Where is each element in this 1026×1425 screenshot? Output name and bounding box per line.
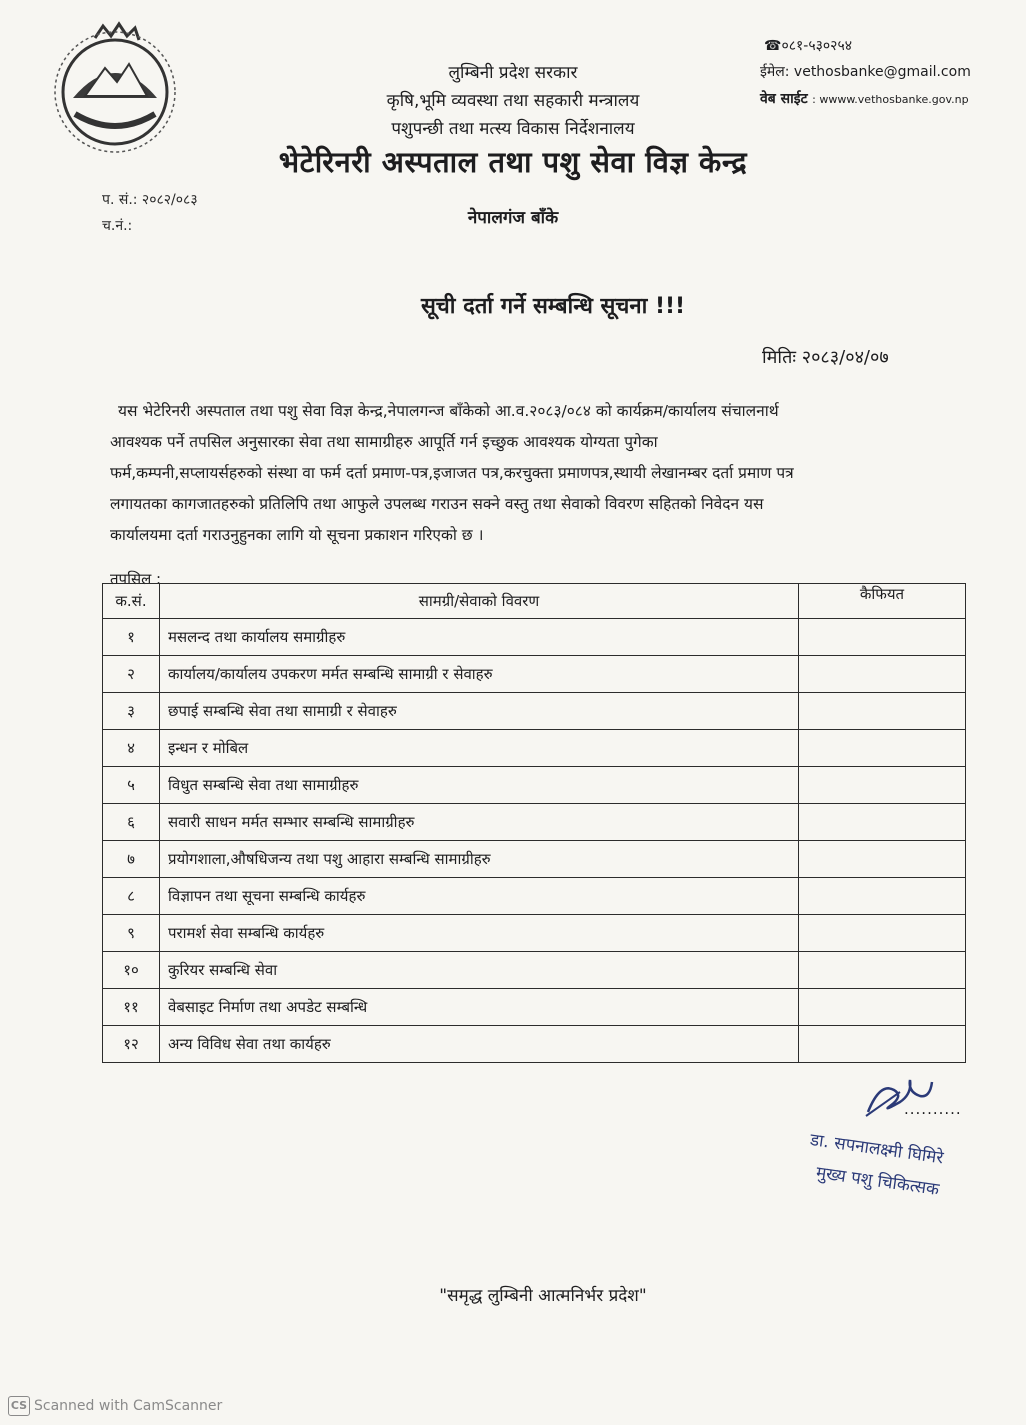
table-header-row <box>103 584 966 619</box>
body-line: लगायतका कागजातहरुको प्रतिलिपि तथा आफुले उपलब्ध गराउन सक्ने वस्तु तथा सेवाको विवरण सहितको निवेदन यस <box>110 495 764 513</box>
table-row <box>103 878 966 915</box>
row-serial: २ <box>103 656 160 693</box>
contact-email <box>760 62 971 81</box>
row-description: छपाई सम्बन्धि सेवा तथा सामाग्री र सेवाहरु <box>160 693 799 730</box>
email-label: ईमेल: <box>760 64 790 80</box>
table-row <box>103 952 966 989</box>
row-description: इन्धन र मोबिल <box>160 730 799 767</box>
row-description: परामर्श सेवा सम्बन्धि कार्यहरु <box>160 915 799 952</box>
row-remark <box>799 989 966 1026</box>
row-remark <box>799 619 966 656</box>
signature-dots: .......... <box>904 1100 962 1118</box>
phone-number: ०८१-५३०२५४ <box>781 38 853 54</box>
website-label: वेब साईट <box>760 91 808 107</box>
table-row <box>103 841 966 878</box>
header-location: नेपालगंज बाँके <box>467 208 559 228</box>
motto: "समृद्ध लुम्बिनी आत्मनिर्भर प्रदेश" <box>439 1286 647 1306</box>
row-serial: ६ <box>103 804 160 841</box>
row-description: सवारी साधन मर्मत सम्भार सम्बन्धि सामाग्रीहरु <box>160 804 799 841</box>
notice-subject: सूची दर्ता गर्ने सम्बन्धि सूचना !!! <box>420 294 686 319</box>
row-remark <box>799 878 966 915</box>
row-remark <box>799 841 966 878</box>
row-serial: ११ <box>103 989 160 1026</box>
notice-body <box>110 396 970 551</box>
website-value: : wwww.vethosbanke.gov.np <box>812 93 969 106</box>
row-serial: ९ <box>103 915 160 952</box>
row-serial: ४ <box>103 730 160 767</box>
signatory-title: मुख्य पशु चिकित्सक <box>814 1162 941 1201</box>
body-line: फर्म,कम्पनी,सप्लायर्सहरुको संस्था वा फर्म दर्ता प्रमाण-पत्र,इजाजत पत्र,करचुक्ता प्रमाणपत्र,स्थायी लेखानम्बर दर्ता प्रमाण पत्र <box>110 464 794 482</box>
row-description: वेबसाइट निर्माण तथा अपडेट सम्बन्धि <box>160 989 799 1026</box>
row-description: विज्ञापन तथा सूचना सम्बन्धि कार्यहरु <box>160 878 799 915</box>
row-description: अन्य विविध सेवा तथा कार्यहरु <box>160 1026 799 1063</box>
table-row <box>103 1026 966 1063</box>
row-serial: १२ <box>103 1026 160 1063</box>
row-serial: १ <box>103 619 160 656</box>
body-line: कार्यालयमा दर्ता गराउनुहुनका लागि यो सूचना प्रकाशन गरिएको छ । <box>110 526 484 544</box>
row-serial: ५ <box>103 767 160 804</box>
ref-dispatch: च.नं.: <box>102 218 133 234</box>
row-remark <box>799 915 966 952</box>
row-description: विधुत सम्बन्धि सेवा तथा सामाग्रीहरु <box>160 767 799 804</box>
header-description: सामग्री/सेवाको विवरण <box>160 584 799 619</box>
header-directorate: पशुपन्छी तथा मत्स्य विकास निर्देशनालय <box>391 119 635 139</box>
row-remark <box>799 656 966 693</box>
row-remark <box>799 730 966 767</box>
row-serial: ३ <box>103 693 160 730</box>
row-description: मसलन्द तथा कार्यालय समाग्रीहरु <box>160 619 799 656</box>
table-row <box>103 804 966 841</box>
table-row <box>103 619 966 656</box>
header-government: लुम्बिनी प्रदेश सरकार <box>448 63 578 83</box>
table-row <box>103 767 966 804</box>
contact-website <box>760 89 969 108</box>
ref-fiscal: प. सं.: २०८२/०८३ <box>102 192 198 208</box>
email-value: vethosbanke@gmail.com <box>793 64 971 80</box>
signatory-name: डा. सपनालक्ष्मी घिमिरे <box>808 1129 945 1169</box>
table-caption: तपसिल : <box>110 570 162 588</box>
table-row <box>103 915 966 952</box>
header-office: भेटेरिनरी अस्पताल तथा पशु सेवा विज्ञ केन्द्र <box>278 145 748 179</box>
scanner-footer <box>8 1396 222 1416</box>
header-ministry: कृषि,भूमि व्यवस्था तथा सहकारी मन्त्रालय <box>386 91 640 111</box>
row-description: कार्यालय/कार्यालय उपकरण मर्मत सम्बन्धि सामाग्री र सेवाहरु <box>160 656 799 693</box>
row-serial: ८ <box>103 878 160 915</box>
body-line: यस भेटेरिनरी अस्पताल तथा पशु सेवा विज्ञ केन्द्र,नेपालगन्ज बाँकेको आ.व.२०८३/०८४ को कार्यक्रम/कार्यालय संचालनार्थ <box>118 402 779 420</box>
row-remark <box>799 767 966 804</box>
table-row <box>103 989 966 1026</box>
row-serial: ७ <box>103 841 160 878</box>
header-remarks: कैफियत <box>799 584 966 619</box>
table-row <box>103 693 966 730</box>
scanner-footer-text: Scanned with CamScanner <box>34 1398 223 1414</box>
table-row <box>103 730 966 767</box>
contact-phone <box>764 36 852 55</box>
row-description: प्रयोगशाला,औषधिजन्य तथा पशु आहारा सम्बन्धि सामाग्रीहरु <box>160 841 799 878</box>
body-line: आवश्यक पर्ने तपसिल अनुसारका सेवा तथा सामाग्रीहरु आपूर्ति गर्न इच्छुक आवश्यक योग्यता पुगेका <box>110 433 658 451</box>
row-remark <box>799 952 966 989</box>
phone-icon: ☎ <box>764 38 782 54</box>
row-serial: १० <box>103 952 160 989</box>
row-remark <box>799 693 966 730</box>
row-description: कुरियर सम्बन्धि सेवा <box>160 952 799 989</box>
items-table <box>102 583 966 1063</box>
header-serial: क.सं. <box>103 584 160 619</box>
notice-date: मितिः २०८३/०४/०७ <box>762 347 889 368</box>
row-remark <box>799 1026 966 1063</box>
table-row <box>103 656 966 693</box>
camscanner-logo-icon: CS <box>8 1396 30 1416</box>
row-remark <box>799 804 966 841</box>
